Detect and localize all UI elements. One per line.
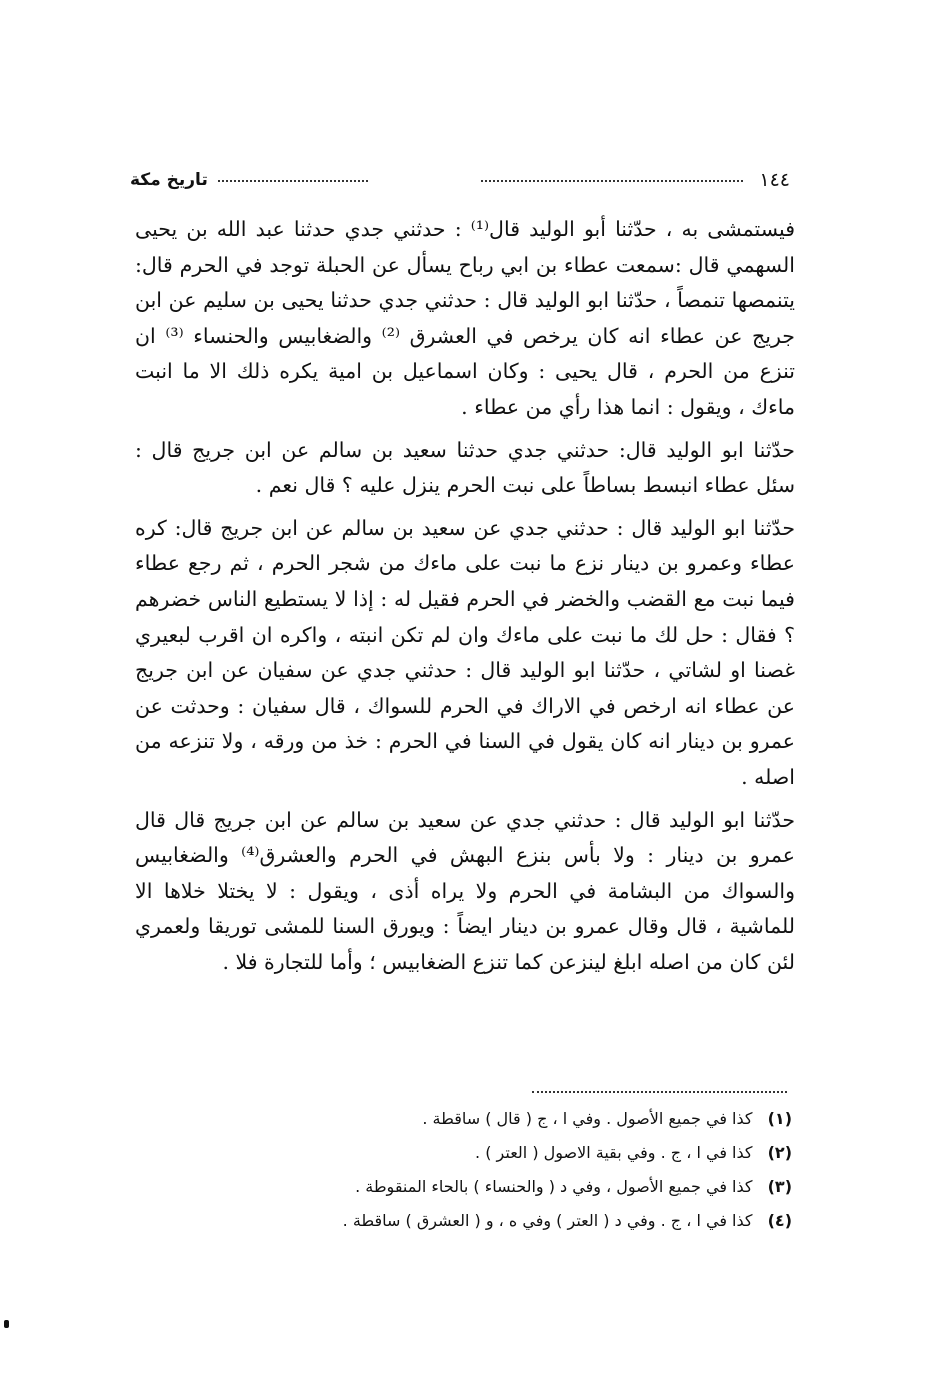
paragraph: [135, 212, 795, 426]
footnotes: [280, 1102, 792, 1238]
footnote-mark: (٢): [767, 1143, 792, 1162]
scan-speck: [4, 1320, 9, 1328]
text-line: حدّثنا ابو الوليد قال : حدثني جدي عن سعيد بن سالم عن ابن جريج قال:: [174, 515, 795, 540]
text-line: سفيان عن ابن جريج عن عطاء انه ارخص في الاراك في الحرم للسواك ، قال: [135, 658, 795, 718]
footnote-text: كذا في جميع الأصول ، وفي د ( والحنساء ) بالحاء المنقوطة .: [355, 1177, 753, 1196]
footnote-text: كذا في ا ، ج . وفي بقية الاصول ( العتر ) .: [475, 1143, 753, 1162]
footnote-text: كذا في ا ، ج . وفي د ( العتر ) وفي ه ، و ( العشرق ) ساقطة .: [342, 1211, 753, 1230]
footnote-mark: (٣): [767, 1177, 792, 1196]
text-line: تنزع من الحرم ، قال يحيى : وكان اسماعيل بن امية يكره ذلك الا ما انبت: [135, 359, 795, 384]
footnote: [280, 1102, 792, 1136]
paragraph: [135, 511, 795, 796]
footnote: [280, 1136, 792, 1170]
text-line: كره عطاء وعمرو بن دينار نزع ما نبت على ماءك من شجر الحرم ، ثم رجع: [135, 515, 795, 576]
main-text: [135, 212, 795, 980]
paragraph: [135, 803, 795, 981]
footnote-mark: (٤): [767, 1211, 792, 1230]
footnote: [280, 1204, 792, 1238]
text-line: قال عمرو بن دينار : ولا بأس بنزع البهش في الحرم والعشرق⁽⁴⁾ والضغابيس: [135, 807, 795, 868]
footnote-text: كذا في جميع الأصول . وفي ا ، ج ( قال ) ساقطة .: [422, 1109, 753, 1128]
header-dotted-leader-title: [218, 179, 368, 182]
footnote-separator: [532, 1091, 787, 1093]
text-line: ماءك ، ويقول : انما هذا رأي من عطاء .: [461, 394, 795, 419]
page-header: [130, 168, 790, 192]
text-line: ورقه ، ولا تنزعه من اصله .: [135, 729, 795, 789]
text-line: والسواك من البشامة في الحرم ولا يراه أذى ، ويقول : لا يختلا خلاها الا: [135, 878, 795, 903]
text-line: خضرهم ؟ فقال : حل لك ما نبت على ماءك وان لم تكن انبته ، واكره ان: [135, 586, 795, 647]
text-line: حدّثنا ابو الوليد قال : حدثني جدي عن سعيد بن سالم عن ابن جريج قال: [174, 807, 795, 832]
text-line: فيستمشى به ، حدّثنا أبو الوليد قال⁽¹⁾ : حدثني جدي حدثنا عبد الله بن: [186, 217, 795, 241]
paragraph: [135, 433, 795, 504]
text-line: لئن كان من اصله ابلغ لينزعن كما تنزع الضغابيس ؛ وأما للتجارة فلا .: [222, 949, 795, 974]
text-line: سفيان : وحدثت عن عمرو بن دينار انه كان يقول في السنا في الحرم : خذ من: [135, 693, 795, 754]
text-line: للماشية ، قال وقال عمرو بن دينار ايضاً : ويورق السنا للمشى توريقا ولعمري: [135, 914, 795, 939]
page-number: ١٤٤: [759, 169, 790, 191]
text-line: عطاء فيما نبت مع القضب والخضر في الحرم فقيل له : إذا لا يستطيع الناس: [135, 551, 795, 611]
text-line: قال : سئل عطاء انبسط بساطاً على نبت الحرم ينزل عليه ؟ قال نعم .: [135, 437, 795, 498]
text-line: يحيى السهمي قال :سمعت عطاء بن ابي رباح يسأل عن الحبلة توجد في الحرم قال:: [135, 217, 795, 277]
footnote: [280, 1170, 792, 1204]
text-line: ابن جريج عن عطاء انه كان يرخص في العشرق ⁽²⁾ والضغابيس والحنساء ⁽³⁾ ان: [135, 288, 795, 348]
footnote-mark: (١): [767, 1109, 792, 1128]
text-line: حدّثنا ابو الوليد قال: حدثني جدي حدثنا سعيد بن سالم عن ابن جريج: [192, 437, 795, 462]
text-line: يتنمصها تنمصاً ، حدّثنا ابو الوليد قال : حدثني جدي حدثنا يحيى بن سليم عن: [168, 288, 795, 313]
text-line: اقرب لبعيري غصنا او لشاتي ، حدّثنا ابو الوليد قال : حدثني جدي عن: [135, 622, 795, 683]
book-title: تاريخ مكة: [130, 170, 208, 190]
header-dotted-leader: [481, 179, 743, 182]
